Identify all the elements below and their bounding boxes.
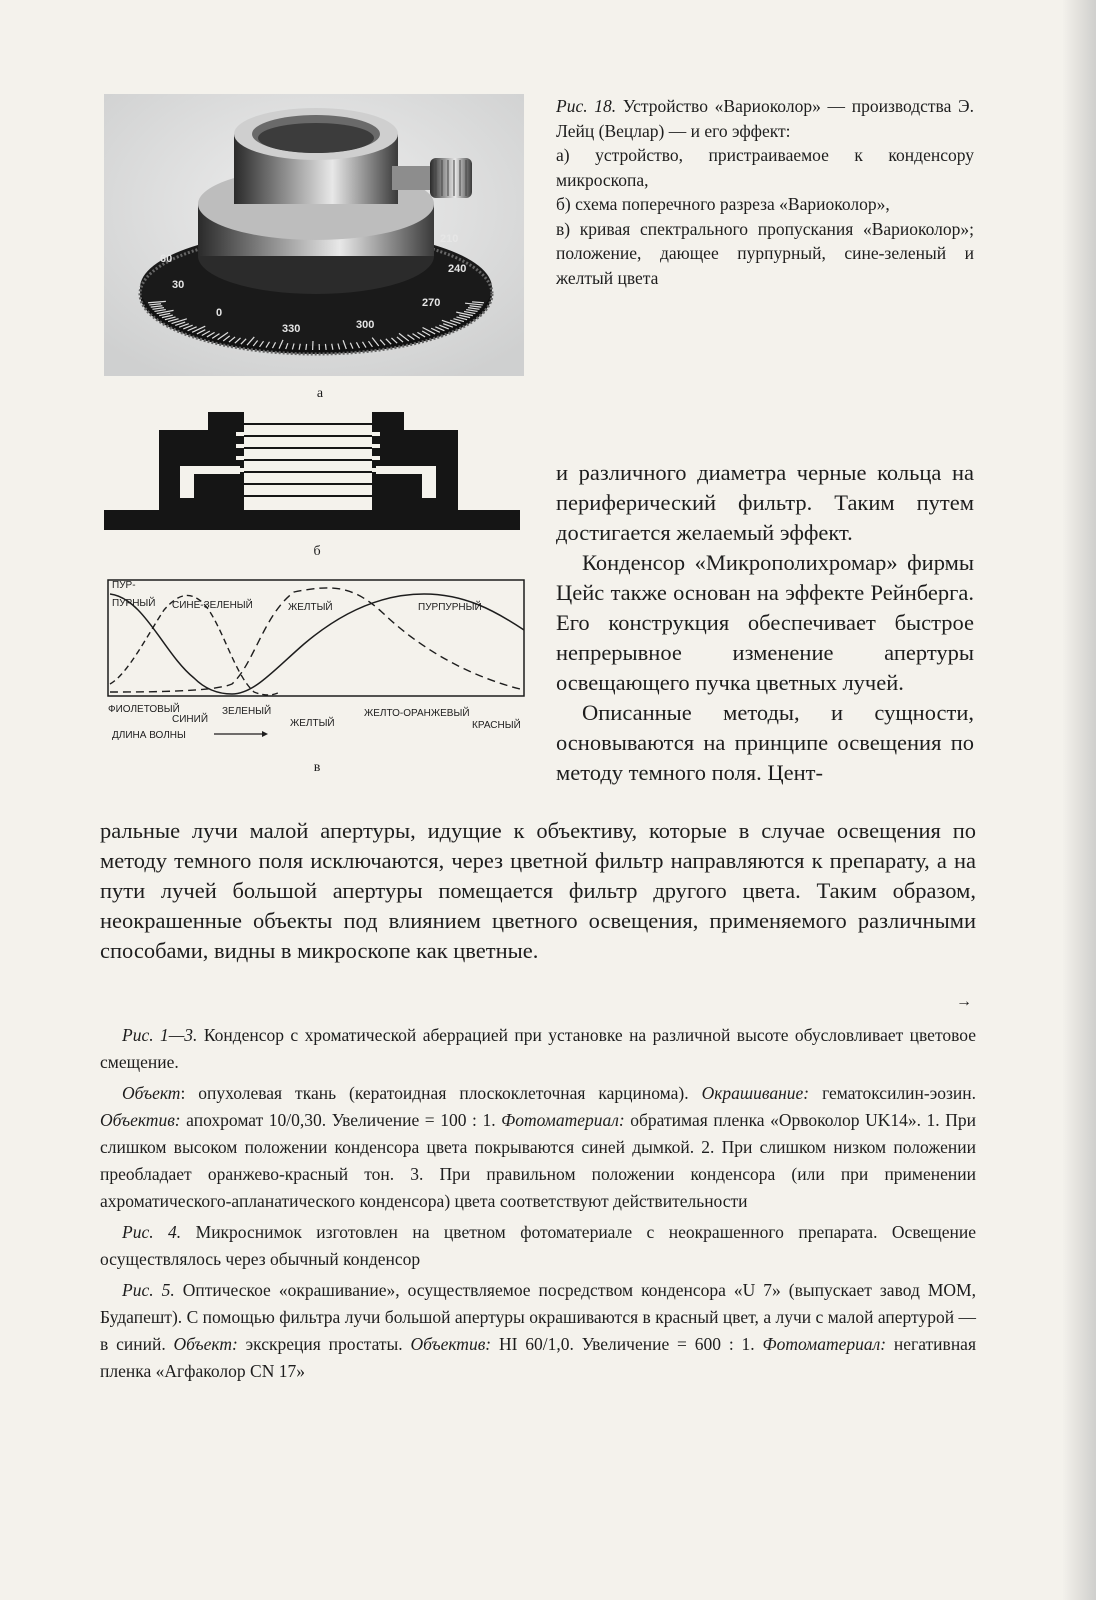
caption-text: Конденсор с хроматической аберрацией при установке на различной высоте обусловливает цветовое смещение. xyxy=(100,1025,976,1072)
chart-top-label: СИНЕ-ЗЕЛЕНЫЙ xyxy=(172,600,253,611)
stain-text: гематоксилин-эозин. xyxy=(809,1083,977,1103)
stain-label: Окрашивание: xyxy=(701,1083,810,1103)
film-label: Фотоматериал: xyxy=(501,1110,625,1130)
page-edge-shadow xyxy=(1062,0,1096,1600)
dial-number: 270 xyxy=(422,297,441,309)
chart-bottom-label: СИНИЙ xyxy=(172,714,209,725)
spectral-curve-diagram xyxy=(104,574,528,750)
plate-captions xyxy=(100,1022,976,1389)
caption-title: Устройство «Вариоколор» — производства Э. Лейц (Вецлар) — и его эффект: xyxy=(556,96,974,141)
caption-item-v: в) кривая спектрального пропускания «Вариоколор»; положение, дающее пурпурный, сине-зеленый и желтый цвета xyxy=(556,218,974,288)
dial-tick xyxy=(306,344,307,350)
caption-text: Оптическое «окрашивание», осуществляемое посредством конденсора «U 7» (выпускает завод МОМ, Будапешт). С помощью фильтра лучи большой апертуры окрашиваются в красный цвет, а лучи с малой апертурой — в синий. xyxy=(100,1280,976,1354)
caption-item-a: а) устройство, пристраиваемое к конденсору микроскопа, xyxy=(556,145,974,190)
dial-number: 60 xyxy=(160,253,173,265)
lens-label: Объектив: xyxy=(100,1110,181,1130)
body-paragraph: Конденсор «Микрополихромар» фирмы Цейс также основан на эффекте Рейнберга. Его конструкция обеспечивает быстрое непрерывное изменение апертуры освещающего пучка цветных лучей. xyxy=(556,550,974,695)
caption-object-details xyxy=(100,1080,976,1215)
chart-bottom-label: ЖЕЛТЫЙ xyxy=(290,718,335,729)
body-column-text xyxy=(556,458,974,788)
object-label: Объект: xyxy=(173,1334,238,1354)
caption-fig-number: Рис. 5. xyxy=(122,1280,175,1300)
object-text: : опухолевая ткань (кератоидная плоскоклеточная карцинома). xyxy=(180,1083,702,1103)
object-text: экскреция простаты. xyxy=(237,1334,411,1354)
chart-top-label: ПУРНЫЙ xyxy=(112,598,156,609)
lens-label: Объектив: xyxy=(410,1334,492,1354)
caption-1-3 xyxy=(100,1022,976,1076)
continue-arrow: → xyxy=(956,993,972,1010)
body-paragraph: и различного диаметра черные кольца на периферический фильтр. Таким путем достигается желаемый эффект. xyxy=(556,460,974,545)
lens-text: апохромат 10/0,30. Увеличение = 100 : 1. xyxy=(180,1110,502,1130)
figure-label-b: б xyxy=(313,544,321,559)
chart-top-label: ПУР- xyxy=(112,580,136,591)
figure-label-v: в xyxy=(313,760,321,775)
chart-top-label: ПУРПУРНЫЙ xyxy=(418,602,482,613)
chart-axis-label: ДЛИНА ВОЛНЫ xyxy=(112,730,186,741)
dial-number: 210 xyxy=(440,233,459,245)
dial-number: 330 xyxy=(282,323,301,335)
caption-fig-number: Рис. 18. xyxy=(556,96,617,116)
dial-number: 240 xyxy=(448,263,467,275)
caption-fig-number: Рис. 1—3. xyxy=(122,1025,198,1045)
body-full-width-text: ральные лучи малой апертуры, идущие к объективу, которые в случае освещения по методу темного поля исключаются, через цветной фильтр направляются к препарату, а на пути лучей большой апертуры помещается фильтр другого цвета. Таким образом, неокрашенные объекты под влиянием цветного освещения, применяемого различными способами, видны в микроскопе как цветные. xyxy=(100,818,976,963)
figure-18-caption xyxy=(556,94,974,290)
figure-label-a: а xyxy=(316,386,324,401)
chart-bottom-label: КРАСНЫЙ xyxy=(472,720,521,731)
dial-number: 30 xyxy=(172,279,185,291)
dial-number: 0 xyxy=(216,307,223,319)
variocolor-device-photo xyxy=(104,94,524,376)
chart-bottom-label: ФИОЛЕТОВЫЙ xyxy=(108,704,180,715)
film-text: обратимая пленка «Орвоколор UK14». 1. При слишком высоком положении конденсора цвета покрываются синей дымкой. 2. При слишком низком положении преобладает оранжево-красный тон. 3. При правильном положении конденсора (или при применении ахроматического-апланатического конденсора) цвета соответствуют действительности xyxy=(100,1110,976,1211)
film-label: Фотоматериал: xyxy=(762,1334,887,1354)
body-paragraph: Описанные методы, и сущности, основываются на принципе освещения по методу темного поля. Цент- xyxy=(556,700,974,785)
film-text: негативная пленка «Агфаколор CN 17» xyxy=(100,1334,976,1381)
chart-top-label: ЖЕЛТЫЙ xyxy=(288,602,333,613)
cross-section-diagram xyxy=(104,408,520,536)
chart-bottom-label: ЗЕЛЕНЫЙ xyxy=(222,706,272,717)
caption-item-b: б) схема поперечного разреза «Вариоколор», xyxy=(556,194,890,214)
caption-fig-number: Рис. 4. xyxy=(122,1222,182,1242)
lens-text: HI 60/1,0. Увеличение = 600 : 1. xyxy=(491,1334,763,1354)
caption-5 xyxy=(100,1277,976,1385)
chart-bottom-label: ЖЕЛТО-ОРАНЖЕВЫЙ xyxy=(364,708,470,719)
dial-tick xyxy=(325,344,326,350)
dial-number: 300 xyxy=(356,319,375,331)
object-label: Объект xyxy=(122,1083,181,1103)
caption-text: Микроснимок изготовлен на цветном фотоматериале с неокрашенного препарата. Освещение осуществлялось через обычный конденсор xyxy=(100,1222,976,1269)
caption-4 xyxy=(100,1219,976,1273)
